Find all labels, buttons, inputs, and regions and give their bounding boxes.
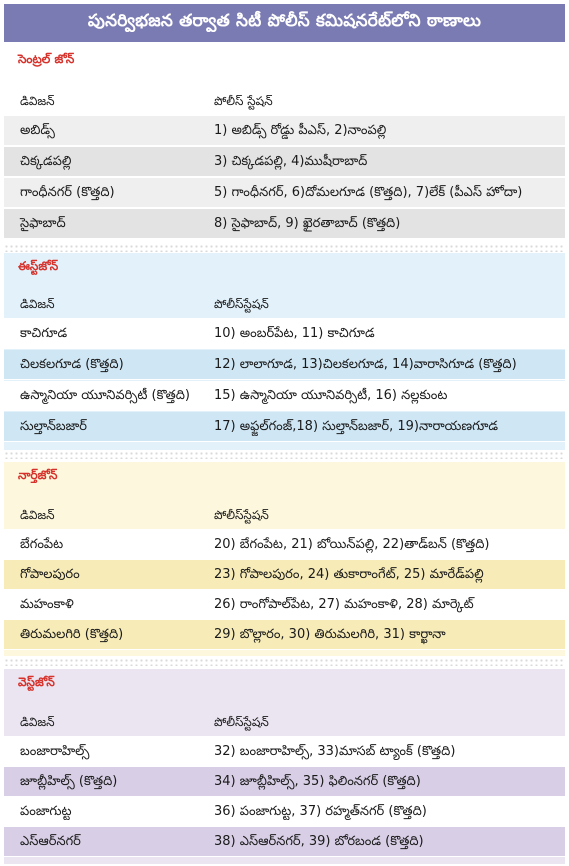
- table-row: [4, 827, 565, 857]
- division-cell: ఉస్మానియా యూనివర్సిటీ (కొత్తది): [20, 388, 190, 403]
- division-cell: జూబ్లీహిల్స్ (కొత్తది): [20, 774, 118, 789]
- table-row: [4, 209, 565, 239]
- zone-title: సెంట్రల్ జోన్: [18, 52, 75, 66]
- division-cell: గాంధీనగర్ (కొత్తది): [20, 185, 115, 200]
- station-cell: 20) బేగంపేట, 21) బోయిన్‌పల్లి, 22)తాడ్‌బన్ (కొత్తది): [214, 537, 490, 552]
- division-cell: మహంకాళి: [20, 597, 74, 612]
- division-cell: తిరుమలగిరి (కొత్తది): [20, 627, 124, 642]
- station-cell: 26) రాంగోపాల్‌పేట, 27) మహంకాళి, 28) మార్కెట్: [214, 597, 474, 612]
- division-cell: చిక్కడపల్లి: [20, 154, 72, 169]
- table-row: [4, 116, 565, 146]
- station-cell: 8) సైఫాబాద్, 9) ఖైరతాబాద్ (కొత్తది): [214, 216, 401, 231]
- table-row: [4, 737, 565, 767]
- table-header-row: [4, 500, 565, 530]
- station-cell: 1) అబిడ్స్ రోడ్డు పీఎస్, 2)నాంపల్లి: [214, 123, 387, 138]
- header-division: డివిజన్: [20, 94, 55, 108]
- station-cell: 34) జూబ్లీహిల్స్, 35) ఫిలింనగర్ (కొత్తది): [214, 774, 421, 789]
- table-row: [4, 350, 565, 380]
- zone-east: [4, 253, 565, 450]
- division-cell: పంజాగుట్ట: [20, 804, 72, 819]
- header-division: డివిజన్: [20, 297, 55, 311]
- header-police-station: పోలీస్‌స్టేషన్: [214, 297, 269, 311]
- zone-west: [4, 669, 565, 864]
- zone-north: [4, 462, 565, 656]
- table-header-row: [4, 707, 565, 737]
- table-row: [4, 530, 565, 560]
- station-cell: 23) గోపాలపురం, 24) తుకారాంగేట్, 25) మారేడ్‌పల్లి: [214, 567, 484, 582]
- zone-title: ఈస్ట్‌జోన్: [18, 259, 59, 273]
- division-cell: చిలకలగూడ (కొత్తది): [20, 357, 124, 372]
- station-cell: 5) గాంధీనగర్, 6)దోమలగూడ (కొత్తది), 7)లేక్ (పీఎస్ హోదా): [214, 185, 523, 200]
- table-row: [4, 412, 565, 442]
- document-title: పునర్విభజన తర్వాత సిటీ పోలీస్ కమిషనరేట్‌లోని ఠాణాలు: [4, 4, 565, 42]
- table-row: [4, 178, 565, 208]
- header-police-station: పోలీస్‌స్టేషన్: [214, 715, 269, 729]
- division-cell: ఎస్ఆర్‌నగర్: [20, 834, 81, 849]
- station-cell: 32) బంజారాహిల్స్, 33)మాసబ్ ట్యాంక్ (కొత్తది): [214, 744, 456, 759]
- division-cell: కాచిగూడ: [20, 326, 68, 341]
- division-cell: సైఫాబాద్: [20, 216, 66, 231]
- header-division: డివిజన్: [20, 715, 55, 729]
- table-row: [4, 620, 565, 650]
- division-cell: గోపాలపురం: [20, 567, 80, 582]
- section-divider: [4, 244, 565, 252]
- table-header-row: [4, 86, 565, 116]
- table-row: [4, 560, 565, 590]
- header-division: డివిజన్: [20, 508, 55, 522]
- table-row: [4, 797, 565, 827]
- table-row: [4, 319, 565, 349]
- section-divider: [4, 658, 565, 666]
- station-cell: 12) లాలాగూడ, 13)చిలకలగూడ, 14)వారాసిగూడ (కొత్తది): [214, 357, 517, 372]
- header-police-station: పోలీస్ స్టేషన్: [214, 94, 273, 108]
- table-header-row: [4, 289, 565, 319]
- station-cell: 15) ఉస్మానియా యూనివర్సిటీ, 16) నల్లకుంట: [214, 388, 448, 403]
- header-police-station: పోలీస్‌స్టేషన్: [214, 508, 269, 522]
- division-cell: బంజారాహిల్స్: [20, 744, 90, 759]
- station-cell: 29) బొల్లారం, 30) తిరుమలగిరి, 31) కార్ఖానా: [214, 627, 446, 642]
- division-cell: అబిడ్స్: [20, 123, 55, 138]
- section-divider: [4, 451, 565, 459]
- station-cell: 3) చిక్కడపల్లి, 4)ముషీరాబాద్: [214, 154, 368, 169]
- table-row: [4, 381, 565, 411]
- zone-title: వెస్ట్‌జోన్: [18, 675, 55, 689]
- division-cell: బేగంపేట: [20, 537, 64, 552]
- station-cell: 36) పంజాగుట్ట, 37) రహ్మత్‌నగర్ (కొత్తది): [214, 804, 427, 819]
- station-cell: 10) అంబర్‌పేట, 11) కాచిగూడ: [214, 326, 375, 341]
- table-row: [4, 147, 565, 177]
- station-cell: 38) ఎస్ఆర్‌నగర్, 39) బోరబండ (కొత్తది): [214, 834, 424, 849]
- division-cell: సుల్తాన్‌బజార్: [20, 419, 87, 434]
- table-row: [4, 767, 565, 797]
- table-row: [4, 590, 565, 620]
- zone-title: నార్త్‌జోన్: [18, 468, 58, 482]
- station-cell: 17) అఫ్జల్‌గంజ్,18) సుల్తాన్‌బజార్, 19)నారాయణగూడ: [214, 419, 499, 434]
- zone-central: [4, 46, 565, 244]
